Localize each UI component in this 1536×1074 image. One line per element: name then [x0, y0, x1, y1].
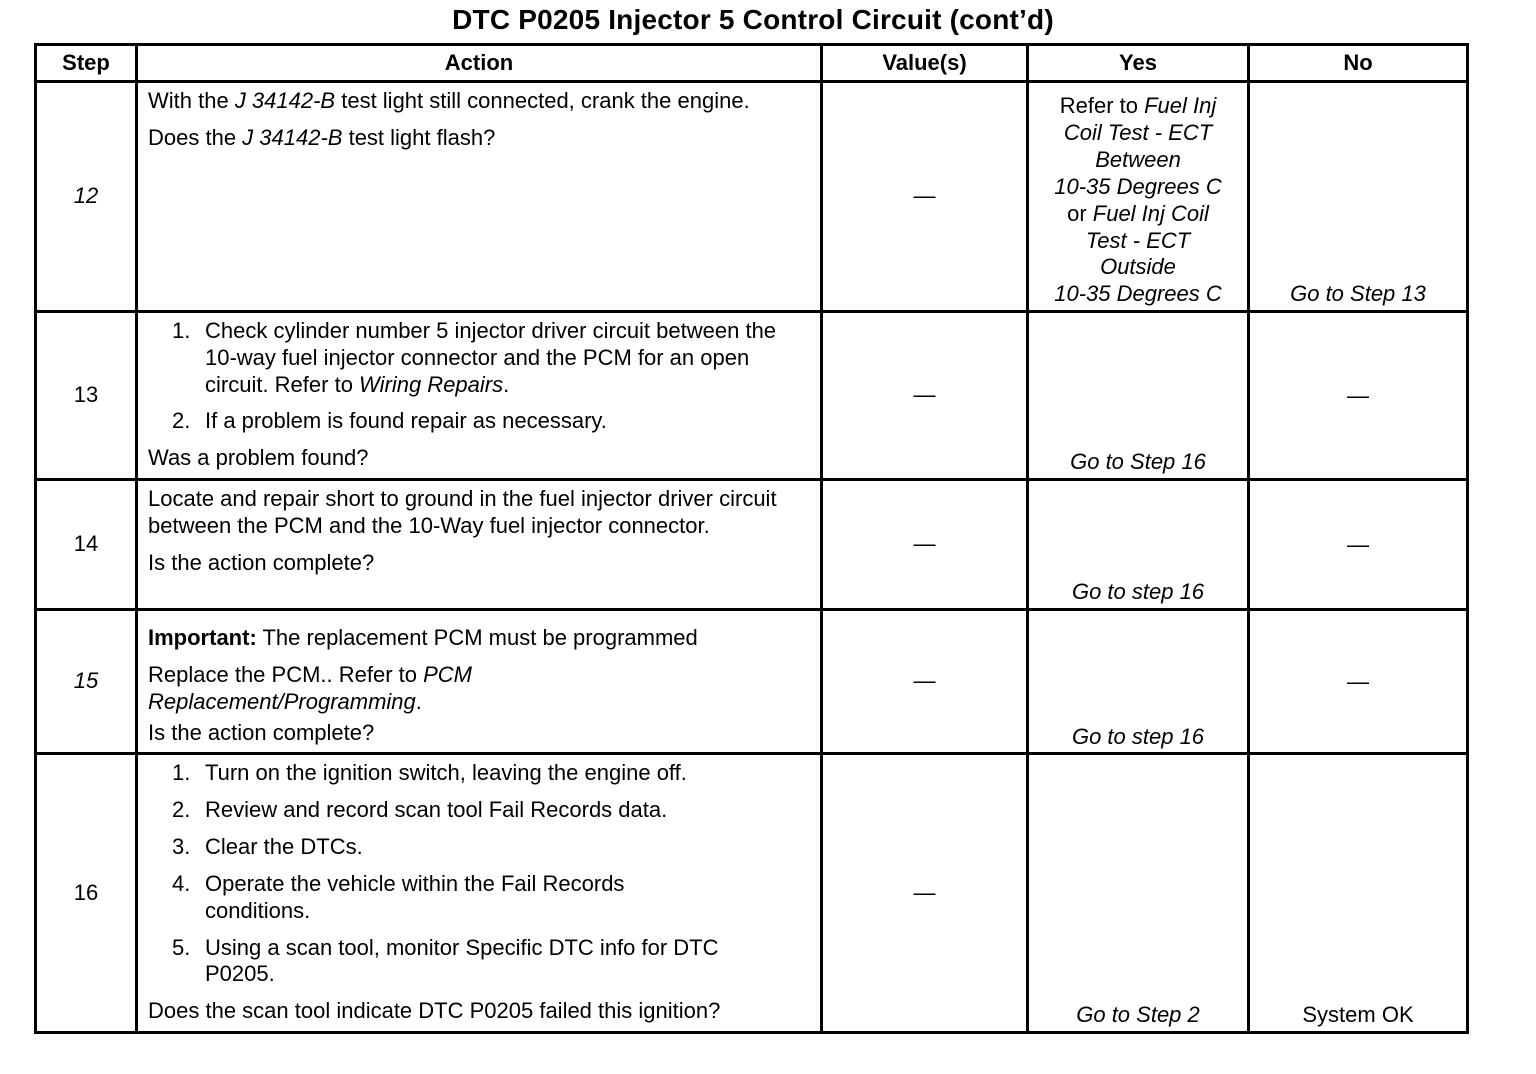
action-instruction: Locate and repair short to ground in the fuel injector driver circuit between the PCM and the 10-Way fuel injector connector. [148, 486, 777, 538]
table-row-step-12 [36, 82, 1468, 312]
header-row [36, 45, 1468, 82]
wiring-repairs-reference: Wiring Repairs [359, 371, 504, 397]
no-dash: — [1347, 532, 1369, 558]
step-number: 15 [36, 610, 137, 754]
action-question: Is the action complete? [148, 549, 375, 575]
step-number: 12 [36, 82, 137, 312]
no-cell [1249, 312, 1468, 480]
list-item: 2. If a problem is found repair as necessary. [172, 408, 607, 434]
yes-goto: Go to Step 16 [1070, 449, 1206, 475]
action-cell [137, 312, 822, 480]
no-cell [1249, 754, 1468, 1033]
list-item: 2. Review and record scan tool Fail Records data. [172, 797, 668, 823]
table-row-step-13 [36, 312, 1468, 480]
value-dash: — [913, 531, 936, 557]
table-row-step-15 [36, 610, 1468, 754]
list-item: 4. Operate the vehicle within the Fail Records conditions. [172, 870, 625, 923]
header-no: No [1249, 45, 1468, 82]
action-steps-list [148, 760, 812, 988]
action-cell [137, 754, 822, 1033]
no-cell [1249, 610, 1468, 754]
list-item: 3. Clear the DTCs. [172, 834, 363, 860]
no-dash: — [1347, 383, 1369, 409]
value-dash: — [913, 183, 936, 209]
table-row-step-16 [36, 754, 1468, 1033]
step-number: 14 [36, 480, 137, 610]
list-item: 1. Check cylinder number 5 injector driver circuit between the 10-way fuel injector connector and the PCM for an open circuit. Refer to Wiring Repairs. [172, 318, 777, 397]
yes-cell [1028, 754, 1249, 1033]
value-cell [822, 754, 1028, 1033]
value-dash: — [913, 668, 936, 694]
action-question: Does the scan tool indicate DTC P0205 failed this ignition? [148, 998, 721, 1024]
action-question: Does the J 34142-B test light flash? [148, 124, 496, 150]
yes-goto: Go to Step 2 [1076, 1002, 1200, 1028]
step-number: 16 [36, 754, 137, 1033]
no-goto: Go to Step 13 [1290, 281, 1426, 307]
list-item: 1. Turn on the ignition switch, leaving the engine off. [172, 760, 687, 786]
page-title: DTC P0205 Injector 5 Control Circuit (cont’d) [452, 4, 1054, 35]
list-item: 5. Using a scan tool, monitor Specific DTC info for DTC P0205. [172, 934, 719, 987]
value-cell [822, 312, 1028, 480]
action-cell [137, 82, 822, 312]
value-cell [822, 82, 1028, 312]
action-cell [137, 610, 822, 754]
yes-cell [1028, 82, 1249, 312]
no-dash: — [1347, 669, 1369, 695]
important-label: Important: [148, 625, 257, 651]
yes-goto: Go to step 16 [1071, 723, 1205, 749]
action-question: Was a problem found? [148, 445, 369, 471]
value-dash: — [913, 382, 936, 408]
important-note: Important: The replacement PCM must be programmed [148, 625, 698, 651]
step-number: 13 [36, 312, 137, 480]
action-steps-list [148, 318, 812, 435]
diagnostic-table [34, 43, 1469, 1034]
action-instruction: With the J 34142-B test light still connected, crank the engine. [148, 88, 750, 113]
yes-reference: Refer to Fuel Inj Coil Test - ECT Between 10-35 Degrees C or Fuel Inj Coil Test - ECT Outside 10-35 Degrees C [1054, 93, 1222, 307]
pcm-replacement-reference: PCM Replacement/Programming [148, 661, 473, 714]
no-cell [1249, 82, 1468, 312]
value-cell [822, 480, 1028, 610]
tool-reference: J 34142-B [234, 88, 336, 113]
action-cell [137, 480, 822, 610]
value-dash: — [913, 879, 936, 905]
value-cell [822, 610, 1028, 754]
action-instruction: Replace the PCM.. Refer to PCM Replacement/Programming. [148, 661, 473, 714]
header-step: Step [36, 45, 137, 82]
action-question: Is the action complete? [148, 719, 375, 745]
table-row-step-14 [36, 480, 1468, 610]
header-values: Value(s) [822, 45, 1028, 82]
yes-goto: Go to step 16 [1071, 579, 1205, 605]
yes-cell [1028, 312, 1249, 480]
yes-cell [1028, 610, 1249, 754]
yes-cell [1028, 480, 1249, 610]
no-cell [1249, 480, 1468, 610]
header-yes: Yes [1028, 45, 1249, 82]
no-result: System OK [1302, 1002, 1414, 1028]
header-action: Action [137, 45, 822, 82]
tool-reference: J 34142-B [242, 124, 343, 150]
